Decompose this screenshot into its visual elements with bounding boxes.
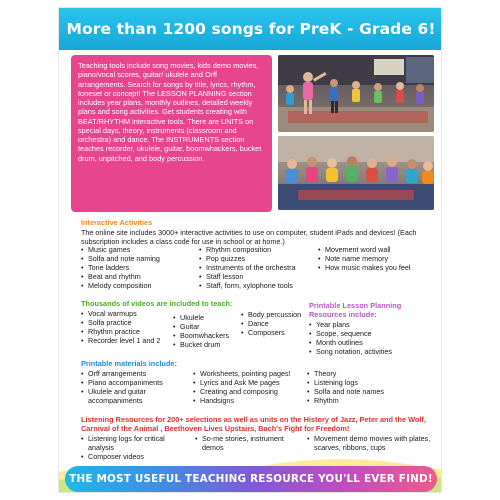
interactive-list-col3	[318, 246, 438, 273]
page-title: More than 1200 songs for PreK - Grade 6!	[66, 20, 436, 38]
children-sitting-circle-photo	[278, 136, 434, 210]
list-item: • Ukulele and guitar accompaniments	[81, 388, 186, 406]
list-item: • Orff arrangements	[81, 370, 186, 379]
list-item: • Theory	[307, 370, 432, 379]
list-item: • Staff, form, xylophone tools	[199, 282, 319, 291]
list-item: • Instruments of the orchestra	[199, 264, 319, 273]
list-item: • Worksheets, pointing pages!	[193, 370, 318, 379]
printable-list-col1	[81, 370, 186, 406]
list-item: • Movement demo movies with plates, scarves, ribbons, cups	[307, 435, 437, 453]
list-item: • Body percussion	[241, 311, 303, 320]
interactive-list-col2	[199, 246, 319, 291]
list-item: • Composer videos	[81, 453, 183, 462]
videos-list-col2	[173, 314, 248, 350]
list-item: • Bucket drum	[173, 341, 248, 350]
listening-list-col2	[195, 435, 300, 453]
list-item: • Year plans	[309, 321, 437, 330]
list-item: • Recorder level 1 and 2	[81, 337, 176, 346]
list-item: • Handsigns	[193, 397, 318, 406]
list-item: • Listening logs for critical analysis	[81, 435, 183, 453]
interactive-description: The online site includes 3000+ interactive activities to use on computer, student iPads and devices! (Each subscription includes a class code for use in school or at home.)	[81, 227, 417, 246]
listening-list-col3	[307, 435, 437, 453]
list-item: • Solfa practice	[81, 319, 176, 328]
printable-list-col2	[193, 370, 318, 406]
list-item: • Rhythm practice	[81, 328, 176, 337]
tagline-banner	[65, 466, 437, 492]
lesson-planning-heading: Printable Lesson Planning Resources include:	[309, 301, 402, 319]
interactive-list-col1	[81, 246, 191, 291]
children-dancing-illustration	[278, 55, 434, 132]
lesson-planning-list	[309, 321, 437, 357]
listening-heading: Listening Resources for 200+ selections as well as units on the History of Jazz, Peter and the Wolf, Carnival of the Animal , Beethoven Lives Upstairs, Bach's Fight for Freedom!	[81, 415, 426, 433]
printable-heading: Printable materials include:	[81, 359, 177, 368]
list-item: • Scope, sequence	[309, 330, 437, 339]
list-item: • Creating and composing	[193, 388, 318, 397]
children-sitting-illustration	[278, 136, 434, 210]
list-item: • Listening logs	[307, 379, 432, 388]
intro-text: Teaching tools include song movies, kids demo movies, piano/vocal scores, guitar/ ukulele and Orff arrangements. Search for songs by title, lyrics, rhythm, toneset or concept! The LESSON PLANNING section includes year plans, monthly outlines, detailed weekly plans and song activities. Get students creating with BEAT/RHYTHM interactive tools. There are UNITS on special days, theory, instruments (classroom and orchestra) and dance. The INSTRUMENTS section teaches recorder, ukulele, guitar, boomwhackers, bucket drum, unpitched, and body percussion.	[78, 61, 262, 163]
interactive-section	[81, 219, 437, 247]
list-item: • Guitar	[173, 323, 248, 332]
list-item: • Staff lesson	[199, 273, 319, 282]
list-item: • Movement word wall	[318, 246, 438, 255]
list-item: • So-me stories, instrument demos	[195, 435, 300, 453]
children-dancing-photo	[278, 55, 434, 132]
list-item: • Month outlines	[309, 339, 437, 348]
list-item: • Note name memory	[318, 255, 438, 264]
list-item: • Song notation, activities	[309, 348, 437, 357]
intro-box	[71, 55, 272, 212]
list-item: • Dance	[241, 320, 303, 329]
list-item: • Rhythm	[307, 397, 432, 406]
list-item: • Solfa and note names	[307, 388, 432, 397]
list-item: • Composers	[241, 329, 303, 338]
list-item: • Melody composition	[81, 282, 191, 291]
list-item: • Boomwhackers	[173, 332, 248, 341]
list-item: • Lyrics and Ask Me pages	[193, 379, 318, 388]
interactive-heading: Interactive Activities	[81, 218, 153, 227]
list-item: • Beat and rhythm	[81, 273, 191, 282]
videos-heading: Thousands of videos are included to teach:	[81, 299, 233, 308]
tagline-text: THE MOST USEFUL TEACHING RESOURCE YOU'LL EVER FIND!	[69, 473, 433, 485]
list-item: • Music games	[81, 246, 191, 255]
list-item: • Piano accompaniments	[81, 379, 186, 388]
videos-list-col3	[241, 311, 303, 338]
flyer-page	[58, 7, 442, 493]
list-item: • Rhythm composition	[199, 246, 319, 255]
title-banner	[59, 8, 442, 50]
list-item: • Pop quizzes	[199, 255, 319, 264]
list-item: • Solfa and note naming	[81, 255, 191, 264]
printable-list-col3	[307, 370, 432, 406]
list-item: • Vocal warmups	[81, 310, 176, 319]
list-item: • Tone ladders	[81, 264, 191, 273]
list-item: • Ukulele	[173, 314, 248, 323]
videos-list-col1	[81, 310, 176, 346]
list-item: • How music makes you feel	[318, 264, 438, 273]
